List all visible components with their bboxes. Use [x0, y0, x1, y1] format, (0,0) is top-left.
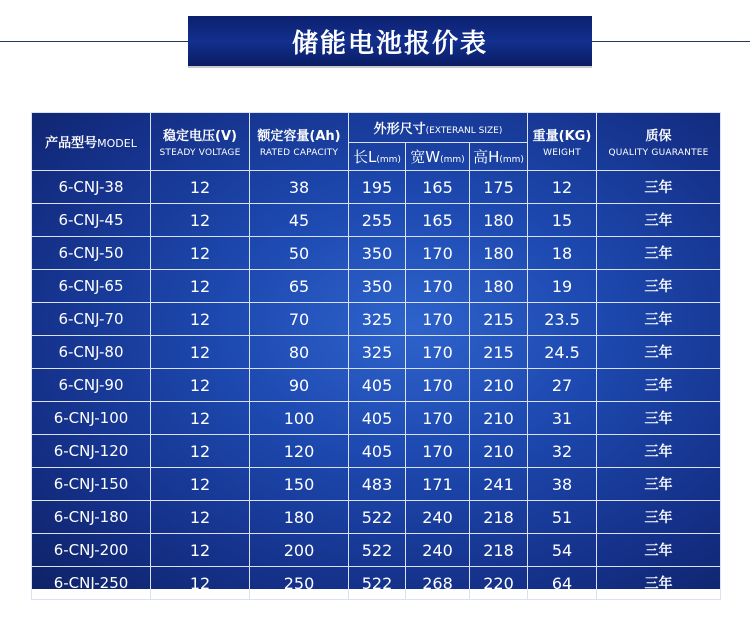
cell-length: 405: [349, 402, 406, 435]
cell-width: 170: [406, 303, 470, 336]
cell-voltage: 12: [151, 468, 250, 501]
cell-width: 170: [406, 270, 470, 303]
cell-weight: 27: [528, 369, 597, 402]
table-row: [32, 501, 721, 534]
price-table-container: [31, 112, 720, 593]
cell-model: 6-CNJ-65: [32, 270, 151, 303]
cell-model: 6-CNJ-38: [32, 171, 151, 204]
header-warranty-cn: 质保: [645, 129, 672, 144]
table-body: [32, 171, 721, 600]
table-row: [32, 204, 721, 237]
cell-length: 522: [349, 501, 406, 534]
cell-warranty: 三年: [597, 303, 721, 336]
cell-weight: 24.5: [528, 336, 597, 369]
cell-width: 170: [406, 402, 470, 435]
cell-warranty: 三年: [597, 501, 721, 534]
cell-capacity: 90: [250, 369, 349, 402]
cell-model: 6-CNJ-80: [32, 336, 151, 369]
cell-weight: 32: [528, 435, 597, 468]
cell-model: 6-CNJ-100: [32, 402, 151, 435]
header-weight: [528, 113, 597, 171]
page-title: 储能电池报价表: [188, 16, 592, 66]
table-row: [32, 534, 721, 567]
header-voltage: [151, 113, 250, 171]
cell-capacity: 150: [250, 468, 349, 501]
cell-model: 6-CNJ-150: [32, 468, 151, 501]
cell-height: 180: [470, 204, 528, 237]
cell-width: 165: [406, 171, 470, 204]
cell-height: 241: [470, 468, 528, 501]
header-width-cn: 宽W: [410, 148, 441, 166]
cell-warranty: 三年: [597, 336, 721, 369]
cell-weight: 54: [528, 534, 597, 567]
cell-voltage: 12: [151, 336, 250, 369]
header-weight-cn: 重量(KG): [532, 129, 592, 144]
cell-model: 6-CNJ-120: [32, 435, 151, 468]
title-divider-right: [592, 41, 750, 42]
header-width-unit: (mm): [440, 155, 465, 165]
cell-capacity: 250: [250, 567, 349, 600]
header-height: [470, 143, 528, 171]
cell-length: 522: [349, 567, 406, 600]
cell-length: 325: [349, 303, 406, 336]
price-table: [31, 112, 721, 600]
header-height-unit: (mm): [499, 155, 524, 165]
cell-warranty: 三年: [597, 567, 721, 600]
table-row: [32, 369, 721, 402]
cell-voltage: 12: [151, 204, 250, 237]
cell-warranty: 三年: [597, 468, 721, 501]
cell-height: 215: [470, 336, 528, 369]
cell-height: 180: [470, 270, 528, 303]
cell-weight: 38: [528, 468, 597, 501]
cell-width: 240: [406, 501, 470, 534]
cell-capacity: 120: [250, 435, 349, 468]
header-length-unit: (mm): [376, 155, 401, 165]
cell-height: 220: [470, 567, 528, 600]
table-row: [32, 567, 721, 600]
table-row: [32, 468, 721, 501]
cell-weight: 19: [528, 270, 597, 303]
table-row: [32, 435, 721, 468]
cell-model: 6-CNJ-250: [32, 567, 151, 600]
cell-weight: 18: [528, 237, 597, 270]
cell-voltage: 12: [151, 171, 250, 204]
cell-length: 405: [349, 369, 406, 402]
cell-width: 171: [406, 468, 470, 501]
cell-length: 195: [349, 171, 406, 204]
cell-warranty: 三年: [597, 435, 721, 468]
header-width: [406, 143, 470, 171]
cell-warranty: 三年: [597, 204, 721, 237]
cell-capacity: 70: [250, 303, 349, 336]
header-length-cn: 长L: [353, 148, 377, 166]
cell-width: 170: [406, 237, 470, 270]
cell-width: 170: [406, 369, 470, 402]
cell-capacity: 38: [250, 171, 349, 204]
cell-weight: 12: [528, 171, 597, 204]
table-row: [32, 171, 721, 204]
cell-warranty: 三年: [597, 171, 721, 204]
cell-length: 405: [349, 435, 406, 468]
header-model-cn: 产品型号: [45, 136, 98, 151]
header-weight-en: WEIGHT: [543, 148, 581, 158]
header-voltage-en: STEADY VOLTAGE: [159, 148, 241, 158]
cell-weight: 15: [528, 204, 597, 237]
table-row: [32, 336, 721, 369]
cell-height: 180: [470, 237, 528, 270]
table-row: [32, 402, 721, 435]
cell-length: 522: [349, 534, 406, 567]
cell-capacity: 50: [250, 237, 349, 270]
cell-width: 165: [406, 204, 470, 237]
table-row: [32, 237, 721, 270]
cell-height: 218: [470, 534, 528, 567]
cell-voltage: 12: [151, 303, 250, 336]
cell-length: 325: [349, 336, 406, 369]
cell-length: 350: [349, 270, 406, 303]
cell-height: 210: [470, 402, 528, 435]
cell-width: 170: [406, 336, 470, 369]
header-capacity-en: RATED CAPACITY: [259, 148, 339, 158]
header-warranty: [597, 113, 721, 171]
cell-voltage: 12: [151, 501, 250, 534]
header-size: [349, 113, 528, 143]
cell-model: 6-CNJ-180: [32, 501, 151, 534]
cell-capacity: 180: [250, 501, 349, 534]
cell-model: 6-CNJ-70: [32, 303, 151, 336]
header-voltage-cn: 稳定电压(V): [163, 129, 237, 144]
cell-warranty: 三年: [597, 534, 721, 567]
cell-model: 6-CNJ-50: [32, 237, 151, 270]
cell-warranty: 三年: [597, 369, 721, 402]
header-model: [32, 113, 151, 171]
header-warranty-en: QUALITY GUARANTEE: [608, 148, 709, 158]
cell-weight: 64: [528, 567, 597, 600]
cell-capacity: 65: [250, 270, 349, 303]
cell-capacity: 45: [250, 204, 349, 237]
cell-voltage: 12: [151, 270, 250, 303]
cell-warranty: 三年: [597, 402, 721, 435]
cell-model: 6-CNJ-90: [32, 369, 151, 402]
header-size-en: (EXTERANL SIZE): [425, 126, 503, 136]
cell-height: 218: [470, 501, 528, 534]
cell-height: 215: [470, 303, 528, 336]
cell-voltage: 12: [151, 534, 250, 567]
cell-weight: 51: [528, 501, 597, 534]
cell-model: 6-CNJ-200: [32, 534, 151, 567]
cell-capacity: 200: [250, 534, 349, 567]
header-height-cn: 高H: [473, 148, 500, 166]
cell-height: 210: [470, 369, 528, 402]
cell-warranty: 三年: [597, 237, 721, 270]
cell-warranty: 三年: [597, 270, 721, 303]
cell-width: 240: [406, 534, 470, 567]
cell-model: 6-CNJ-45: [32, 204, 151, 237]
cell-voltage: 12: [151, 435, 250, 468]
header-capacity: [250, 113, 349, 171]
cell-voltage: 12: [151, 369, 250, 402]
cell-length: 255: [349, 204, 406, 237]
cell-length: 483: [349, 468, 406, 501]
header-capacity-cn: 额定容量(Ah): [257, 129, 341, 144]
cell-weight: 23.5: [528, 303, 597, 336]
cell-width: 268: [406, 567, 470, 600]
cell-weight: 31: [528, 402, 597, 435]
cell-capacity: 80: [250, 336, 349, 369]
cell-voltage: 12: [151, 237, 250, 270]
table-row: [32, 270, 721, 303]
cell-voltage: 12: [151, 567, 250, 600]
cell-height: 175: [470, 171, 528, 204]
cell-height: 210: [470, 435, 528, 468]
cell-width: 170: [406, 435, 470, 468]
cell-voltage: 12: [151, 402, 250, 435]
cell-capacity: 100: [250, 402, 349, 435]
cell-length: 350: [349, 237, 406, 270]
table-row: [32, 303, 721, 336]
header-model-en: MODEL: [97, 137, 137, 150]
title-divider-left: [0, 41, 188, 42]
header-length: [349, 143, 406, 171]
header-size-cn: 外形尺寸: [373, 122, 426, 137]
